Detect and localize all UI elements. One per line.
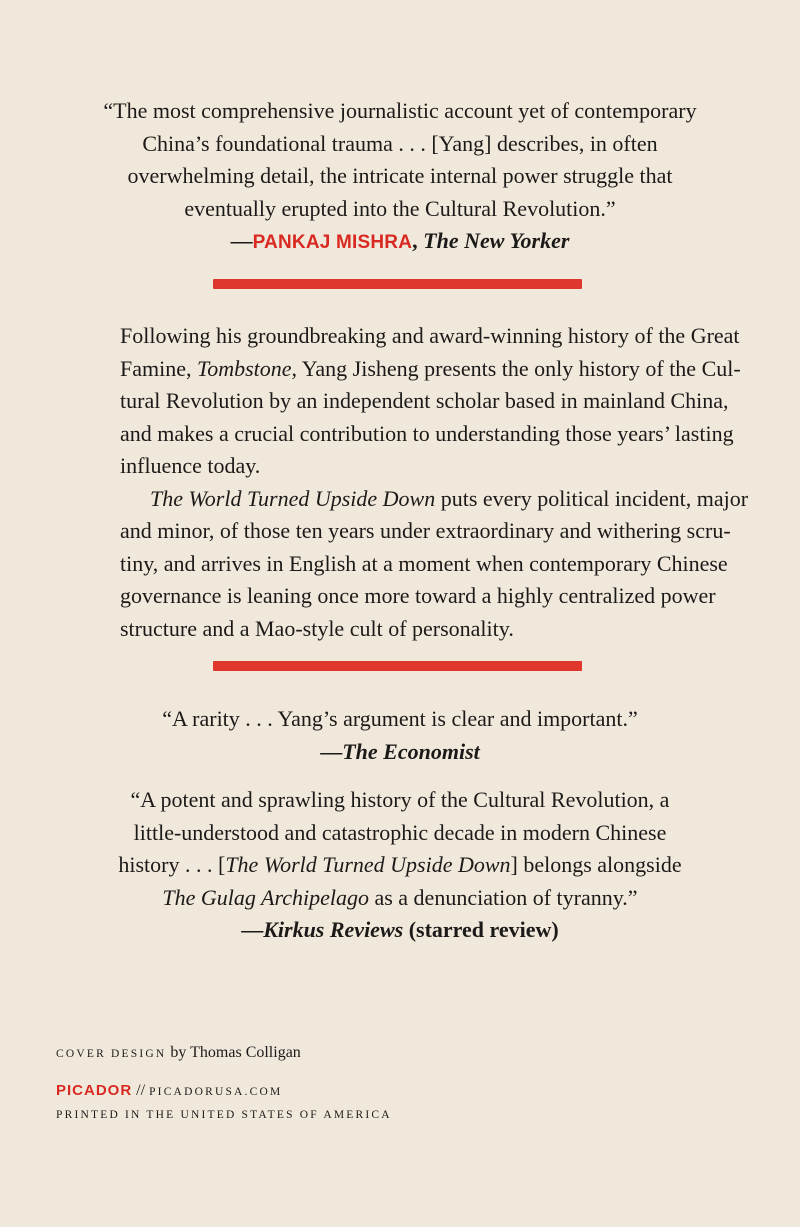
attribution-author: PANKAJ MISHRA: [252, 232, 413, 253]
publisher-line: [56, 1082, 282, 1100]
quote-line: eventually erupted into the Cultural Revolution.”: [184, 195, 616, 221]
attribution-note: (starred review): [403, 917, 559, 942]
printed-in-text: PRINTED IN THE UNITED STATES OF AMERICA: [56, 1109, 392, 1121]
quote-line: [80, 882, 720, 915]
designer-name: Thomas Colligan: [190, 1044, 301, 1061]
description-line: influence today.: [120, 453, 261, 478]
description-line: governance is leaning once more toward a highly centralized power: [120, 583, 716, 608]
book-title: The World Turned Upside Down: [150, 485, 436, 511]
em-dash: —: [320, 738, 343, 764]
printed-notice: [56, 1106, 392, 1122]
quote-new-yorker: [80, 95, 720, 260]
text-segment: puts every political incident, major: [435, 485, 749, 511]
quote-line: “The most comprehensive journalistic account yet of contemporary: [103, 98, 697, 123]
book-title: The World Turned Upside Down: [225, 852, 511, 877]
red-divider-bottom: [213, 661, 582, 671]
description-line: and makes a crucial contribution to understanding those years’ lasting: [120, 420, 734, 446]
quote-attribution: [80, 225, 720, 260]
separator: //: [136, 1082, 146, 1099]
cover-design-credit: [56, 1044, 301, 1062]
quote-line: [80, 849, 720, 882]
publisher-website: PICADORUSA.COM: [149, 1086, 283, 1098]
description-line: and minor, of those ten years under extraordinary and withering scru-: [120, 518, 731, 543]
red-divider-top: [213, 279, 582, 289]
quote-line: China’s foundational trauma . . . [Yang] describes, in often: [142, 130, 658, 156]
book-description: [120, 320, 749, 645]
quote-line: “A potent and sprawling history of the Cultural Revolution, a: [130, 787, 670, 812]
text-segment: as a denunciation of tyranny.”: [368, 884, 638, 910]
attribution-source: The Economist: [342, 738, 480, 764]
quote-attribution: [80, 736, 720, 769]
quote-line: “A rarity . . . Yang’s argument is clear and important.”: [162, 706, 638, 731]
publisher-logo: PICADOR: [56, 1082, 133, 1099]
attribution-source: Kirkus Reviews: [263, 917, 404, 942]
em-dash: —: [230, 228, 253, 253]
book-title-tombstone: Tombstone: [197, 355, 292, 381]
quote-attribution: [80, 914, 720, 947]
cover-design-label: COVER DESIGN: [56, 1048, 167, 1060]
description-line: Following his groundbreaking and award-winning history of the Great: [120, 323, 740, 348]
attribution-source: The New Yorker: [423, 228, 570, 253]
credit-by: by: [166, 1044, 191, 1061]
quote-kirkus: [80, 784, 720, 947]
book-title-gulag: The Gulag Archipelago: [162, 884, 369, 910]
quote-line: overwhelming detail, the intricate internal power struggle that: [127, 163, 673, 188]
attribution-comma: ,: [412, 228, 424, 253]
em-dash: —: [241, 917, 264, 942]
text-segment: Famine,: [120, 355, 197, 381]
text-segment: ] belongs alongside: [510, 852, 682, 877]
description-line: tural Revolution by an independent scholar based in mainland China,: [120, 388, 729, 413]
text-segment: history . . . [: [118, 852, 226, 877]
quote-economist: [80, 703, 720, 768]
description-line: tiny, and arrives in English at a moment when contemporary Chinese: [120, 550, 728, 576]
description-line: [120, 483, 749, 516]
description-line: [120, 353, 741, 386]
text-segment: , Yang Jisheng presents the only history of the Cul-: [291, 355, 741, 381]
quote-line: little-understood and catastrophic decade in modern Chinese: [133, 819, 667, 845]
description-line: structure and a Mao-style cult of personality.: [120, 615, 514, 641]
